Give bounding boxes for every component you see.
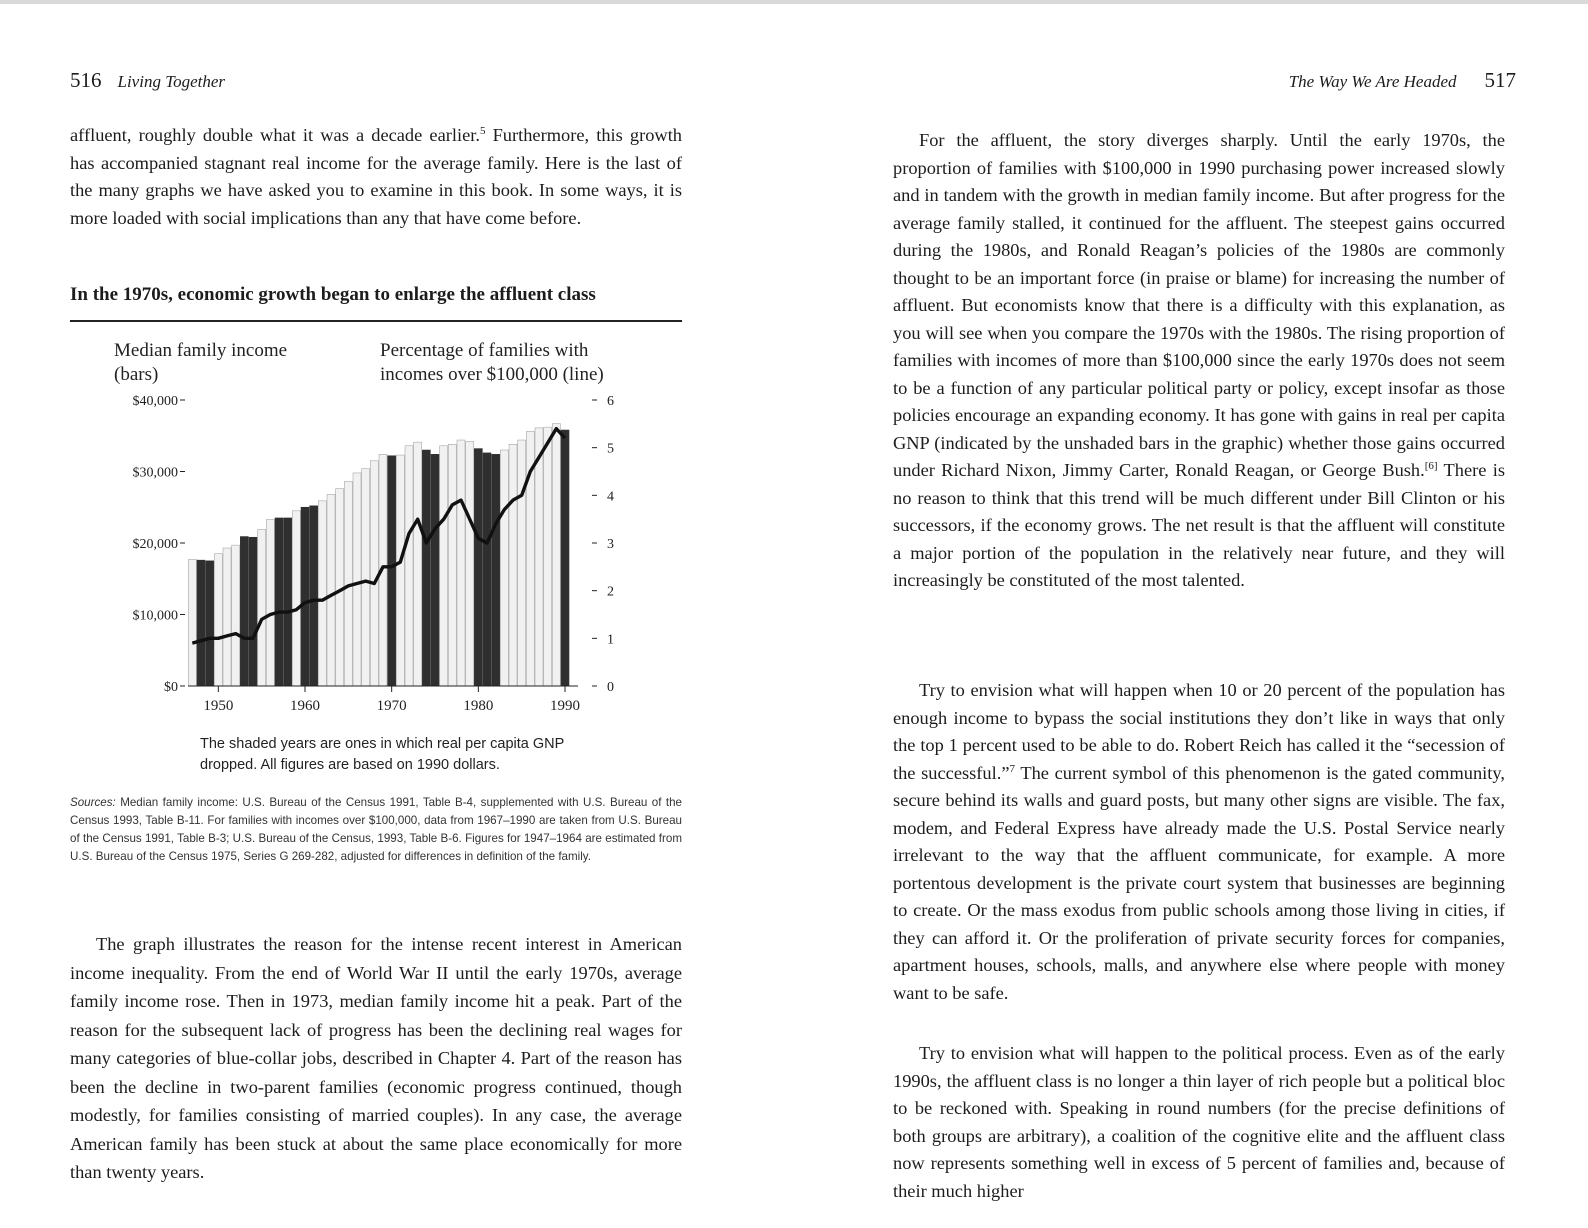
- right-tick-label: 2: [607, 584, 614, 600]
- income-bar-1959: [292, 511, 300, 686]
- income-bar-1980: [474, 449, 482, 686]
- p2-text-b: The current symbol of this phenomenon is the gated community, secure behind its walls and guard posts, but many other signs are visible. The fax, modem, and Federal Express have already made the U.S. Postal Service nearly irrelevant to the way that the affluent communicate, for example. A more portentous development is the private court system that businesses are beginning to create. Or the mass exodus from public schools among those living in cities, if they can afford it. Or the proliferation of private security forces for companies, apartment houses, schools, malls, and anywhere else where people with money want to be safe.: [893, 762, 1505, 1003]
- income-bar-1977: [448, 444, 456, 686]
- income-bar-1970: [388, 456, 396, 686]
- income-bar-1988: [544, 427, 552, 686]
- x-tick-label: 1950: [203, 698, 234, 714]
- income-bar-1966: [353, 473, 361, 686]
- income-bar-1951: [223, 548, 231, 686]
- right-tick-label: 0: [607, 680, 614, 695]
- income-bar-1950: [214, 554, 222, 686]
- income-bar-1983: [500, 450, 508, 686]
- income-bar-1963: [327, 494, 335, 686]
- income-bar-1961: [310, 506, 318, 686]
- income-bar-1948: [197, 560, 205, 686]
- chart-heading: In the 1970s, economic growth began to enlarge the affluent class: [70, 284, 596, 305]
- left-axis-title-1: Median family income: [114, 340, 288, 361]
- income-bar-1984: [509, 444, 517, 686]
- income-bar-1982: [492, 454, 500, 686]
- page-number-right: 517: [1484, 68, 1516, 92]
- p1-text-b: There is no reason to think that this trend will be much different under Bill Clinton or his successors, if the economy grows. The net result is that the affluent will constitute a major portion of the population in the relatively near future, and they will increasingly be constituted of the most talented.: [893, 460, 1505, 590]
- income-bar-1971: [396, 455, 404, 686]
- left-tick-label: $10,000: [132, 608, 178, 624]
- income-bar-1960: [301, 507, 309, 686]
- income-bar-1976: [440, 446, 448, 686]
- right-paragraph-1: [893, 127, 1505, 595]
- income-bar-1979: [466, 441, 474, 686]
- left-page-header: [70, 68, 225, 93]
- income-bar-1972: [405, 446, 413, 686]
- x-tick-label: 1990: [550, 698, 580, 714]
- p2-text-a: Try to envision what will happen when 10 or 20 percent of the population has enough income to bypass the social institutions they don’t like in ways that only the top 1 percent used to be able to do. Robert Reich has called it the “secession of the successful.”: [893, 680, 1505, 783]
- income-bar-1981: [483, 453, 491, 686]
- page-number: 516: [70, 68, 102, 92]
- sources-text: Median family income: U.S. Bureau of the Census 1991, Table B-4, supplemented with U.S. Bureau of the Census 1993, Table B-11. For families with incomes over $100,000, data from 1967–1990 are taken from U.S. Bureau of the Census 1991, Table B-3; U.S. Bureau of the Census, 1993, Table B-6. Figures for 1947–1964 are estimated from U.S. Bureau of the Census 1975, Series G 269-282, adjusted for differences in definition of the family.: [70, 796, 682, 863]
- income-bar-1978: [457, 440, 465, 686]
- left-page: [0, 0, 780, 1228]
- income-bar-1952: [232, 545, 240, 686]
- chart-heading-rule: [70, 320, 682, 322]
- income-bar-1955: [258, 529, 266, 686]
- left-axis-title-2: (bars): [114, 364, 159, 385]
- intro-paragraph: [70, 122, 682, 232]
- income-bar-1957: [275, 518, 283, 686]
- right-tick-label: 6: [607, 394, 614, 409]
- footnote-ref: 5: [479, 124, 486, 137]
- sources-note: [70, 794, 682, 866]
- left-tick-label: $30,000: [132, 465, 178, 481]
- income-bar-1973: [414, 442, 422, 686]
- income-bar-1975: [431, 454, 439, 686]
- income-bar-1985: [518, 440, 526, 686]
- sources-label: Sources:: [70, 796, 116, 809]
- income-bar-1956: [266, 519, 274, 686]
- income-bar-1987: [535, 428, 543, 686]
- income-bar-1958: [284, 518, 292, 686]
- right-paragraph-2: [893, 677, 1505, 1007]
- income-bar-1962: [318, 501, 326, 686]
- income-bar-1974: [422, 450, 430, 686]
- footnote-ref-6: [6]: [1424, 459, 1438, 472]
- income-bar-1989: [552, 424, 560, 686]
- chart-note: The shaded years are ones in which real per capita GNP dropped. All figures are based on 1990 dollars.: [200, 736, 565, 773]
- running-title-right: The Way We Are Headed: [1288, 72, 1457, 91]
- income-bar-1947: [188, 559, 196, 686]
- right-axis-title-1: Percentage of families with: [380, 340, 589, 361]
- income-bar-1968: [370, 461, 378, 686]
- bar-series: [188, 424, 569, 686]
- income-bar-1954: [249, 537, 257, 686]
- intro-text-2: Furthermore, this growth has accompanied stagnant real income for the average family. Here is the last of the many graphs we have asked you to examine in this book. In some ways, it is more loaded with social implications than any that have come before.: [70, 125, 682, 228]
- right-tick-label: 1: [607, 632, 614, 648]
- running-title: Living Together: [117, 72, 226, 91]
- x-tick-label: 1960: [290, 698, 320, 714]
- body-paragraph: The graph illustrates the reason for the intense recent interest in American income inequality. From the end of World War II until the early 1970s, average family income rose. Then in 1973, median family income hit a peak. Part of the reason for the subsequent lack of progress has been the declining real wages for many categories of blue-collar jobs, described in Chapter 4. Part of the reason has been the decline in two-parent families (economic progress continued, though modestly, for families consisting of married couples). In any case, the average American family has been stuck at about the same place economically for more than twenty years.: [70, 934, 682, 1182]
- income-bar-1949: [206, 561, 214, 686]
- right-page: [790, 0, 1588, 1228]
- right-paragraph-3: Try to envision what will happen to the political process. Even as of the early 1990s, the affluent class is no longer a thin layer of rich people but a political bloc to be reckoned with. Speaking in round numbers (for the precise definitions of both groups are arbitrary), a coalition of the cognitive elite and the affluent class now represents something well in excess of 5 percent of families and, because of their much higher: [893, 1043, 1505, 1201]
- left-tick-label: $0: [164, 680, 178, 695]
- right-page-header: [1289, 68, 1516, 93]
- right-tick-label: 4: [607, 489, 614, 505]
- footnote-ref-7: 7: [1009, 762, 1015, 775]
- p1-text-a: For the affluent, the story diverges sharply. Until the early 1970s, the proportion of families with $100,000 in 1990 purchasing power increased slowly and in tandem with the growth in median family income. But after progress for the average family stalled, it continued for the affluent. The steepest gains occurred during the 1980s, and Ronald Reagan’s policies of the 1980s are commonly thought to be an important force (in praise or blame) for increasing the number of affluent. But economists know that there is a difficulty with this explanation, as you will see when you compare the 1970s with the 1980s. The rising proportion of families with incomes of more than $100,000 since the early 1970s does not seem to be a function of any particular political party or policy, except insofar as those policies encourage an expanding economy. It has gone with gains in real per capita GNP (indicated by the unshaded bars in the graphic) whether those gains occurred under Richard Nixon, Jimmy Carter, Ronald Reagan, or George Bush.: [893, 130, 1505, 480]
- left-tick-label: $20,000: [132, 537, 178, 552]
- income-bar-1953: [240, 537, 248, 686]
- left-tick-label: $40,000: [132, 394, 178, 409]
- x-tick-label: 1980: [463, 698, 494, 714]
- income-chart: [100, 332, 660, 730]
- income-bar-1990: [561, 430, 569, 686]
- right-tick-label: 3: [607, 537, 614, 552]
- right-axis-title-2: incomes over $100,000 (line): [380, 364, 604, 385]
- x-tick-label: 1970: [376, 698, 407, 714]
- intro-text: affluent, roughly double what it was a decade earlier.: [70, 125, 480, 145]
- income-bar-1967: [362, 469, 370, 686]
- right-tick-label: 5: [607, 441, 614, 457]
